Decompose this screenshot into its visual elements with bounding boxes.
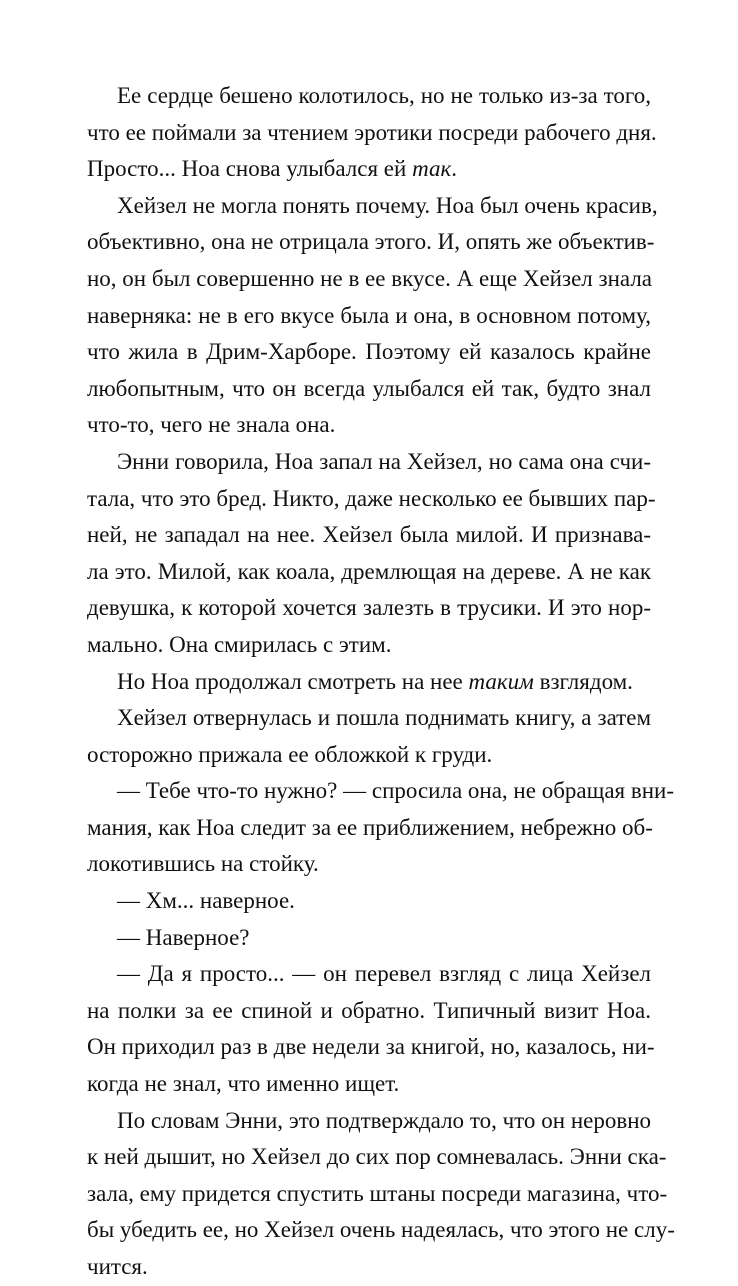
paragraph <box>87 700 651 773</box>
text-run: По словам Энни, это подтверждало то, что он неровно <box>117 1107 651 1133</box>
text-line <box>87 956 651 993</box>
text-line <box>87 993 651 1030</box>
text-run: Хейзел отвернулась и пошла поднимать книгу, а затем <box>117 705 651 731</box>
paragraph <box>87 920 651 957</box>
text-line <box>87 810 651 847</box>
text-line <box>87 481 656 518</box>
italic-text-run: так <box>412 156 452 182</box>
text-line <box>87 517 651 554</box>
text-run: Он приходил раз в две недели за книгой, но, казалось, ни- <box>87 1034 655 1060</box>
paragraph <box>87 664 651 701</box>
text-run: — Наверное? <box>117 924 250 950</box>
text-run: мания, как Ноа следит за ее приближением, небрежно об- <box>87 814 653 840</box>
text-run: но, он был совершенно не в ее вкусе. А еще Хейзел знала <box>87 265 653 291</box>
text-line <box>87 1066 651 1103</box>
text-run: Ее сердце бешено колотилось, но не только из-за того, <box>117 83 651 108</box>
text-run: — Хм... наверное. <box>117 888 295 914</box>
text-line <box>87 773 674 810</box>
text-line <box>87 224 655 261</box>
text-line <box>87 115 657 152</box>
text-line <box>87 554 651 591</box>
text-run: чится. <box>87 1254 148 1279</box>
text-line <box>87 151 651 188</box>
text-run: на полки за ее спиной и обратно. Типичный визит Ноа. <box>87 997 651 1023</box>
text-line <box>87 407 651 444</box>
text-line <box>87 883 651 920</box>
text-run: девушка, к которой хочется залезть в трусики. И это нор- <box>87 595 651 621</box>
paragraph <box>87 883 651 920</box>
text-run: взглядом. <box>533 668 633 694</box>
text-run: к ней дышит, но Хейзел до сих пор сомневалась. Энни ска- <box>87 1144 667 1170</box>
text-line <box>87 444 651 481</box>
text-line <box>87 1176 668 1213</box>
text-line <box>87 1212 675 1249</box>
paragraph <box>87 444 656 664</box>
text-line <box>87 1249 651 1286</box>
text-line <box>87 737 651 774</box>
text-line <box>87 920 651 957</box>
text-line <box>87 78 651 115</box>
text-run: — Да я просто... — он перевел взгляд с лица Хейзел <box>117 961 651 987</box>
text-run: объективно, она не отрицала этого. И, опять же объектив- <box>87 229 655 255</box>
text-run: наверняка: не в его вкусе была и она, в основном потому, <box>87 302 651 328</box>
text-run: . <box>451 156 457 182</box>
text-run: Просто... Ноа снова улыбался ей <box>87 156 413 182</box>
text-line <box>87 1103 651 1140</box>
text-line <box>87 700 651 737</box>
text-line <box>87 334 651 371</box>
text-line <box>87 1029 655 1066</box>
paragraph <box>87 773 674 883</box>
body-text <box>87 78 675 1286</box>
text-line <box>87 188 658 225</box>
text-line <box>87 1139 667 1176</box>
paragraph <box>87 78 657 188</box>
text-line <box>87 371 651 408</box>
paragraph <box>87 188 658 444</box>
italic-text-run: таким <box>468 668 534 694</box>
text-run: когда не знал, что именно ищет. <box>87 1071 400 1097</box>
text-run: ней, не западал на нее. Хейзел была милой. И признава- <box>87 522 651 548</box>
text-line <box>87 298 651 335</box>
text-run: мально. Она смирилась с этим. <box>87 631 392 657</box>
text-run: осторожно прижала ее обложкой к груди. <box>87 741 493 767</box>
paragraph <box>87 956 655 1102</box>
text-run: Энни говорила, Ноа запал на Хейзел, но сама она счи- <box>117 448 651 474</box>
text-run: тала, что это бред. Никто, даже несколько ее бывших пар- <box>87 485 656 511</box>
text-line <box>87 846 651 883</box>
text-run: локотившись на стойку. <box>87 851 319 877</box>
text-run: что ее поймали за чтением эротики посреди рабочего дня. <box>87 119 657 145</box>
text-run: — Тебе что-то нужно? — спросила она, не обращая вни- <box>117 778 674 804</box>
text-run: бы убедить ее, но Хейзел очень надеялась, что этого не слу- <box>87 1217 675 1243</box>
paragraph <box>87 1103 675 1286</box>
text-run: зала, ему придется спустить штаны посреди магазина, что- <box>87 1180 668 1206</box>
text-line <box>87 261 651 298</box>
text-line <box>87 590 651 627</box>
text-run: Но Ноа продолжал смотреть на нее <box>117 668 469 694</box>
text-run: любопытным, что он всегда улыбался ей так, будто знал <box>87 375 651 401</box>
text-run: что-то, чего не знала она. <box>87 412 336 438</box>
text-run: Хейзел не могла понять почему. Ноа был очень красив, <box>117 192 658 218</box>
text-line <box>87 627 651 664</box>
text-run: ла это. Милой, как коала, дремлющая на дереве. А не как <box>87 558 651 584</box>
text-run: что жила в Дрим-Харборе. Поэтому ей казалось крайне <box>87 339 651 365</box>
text-line <box>87 664 651 701</box>
